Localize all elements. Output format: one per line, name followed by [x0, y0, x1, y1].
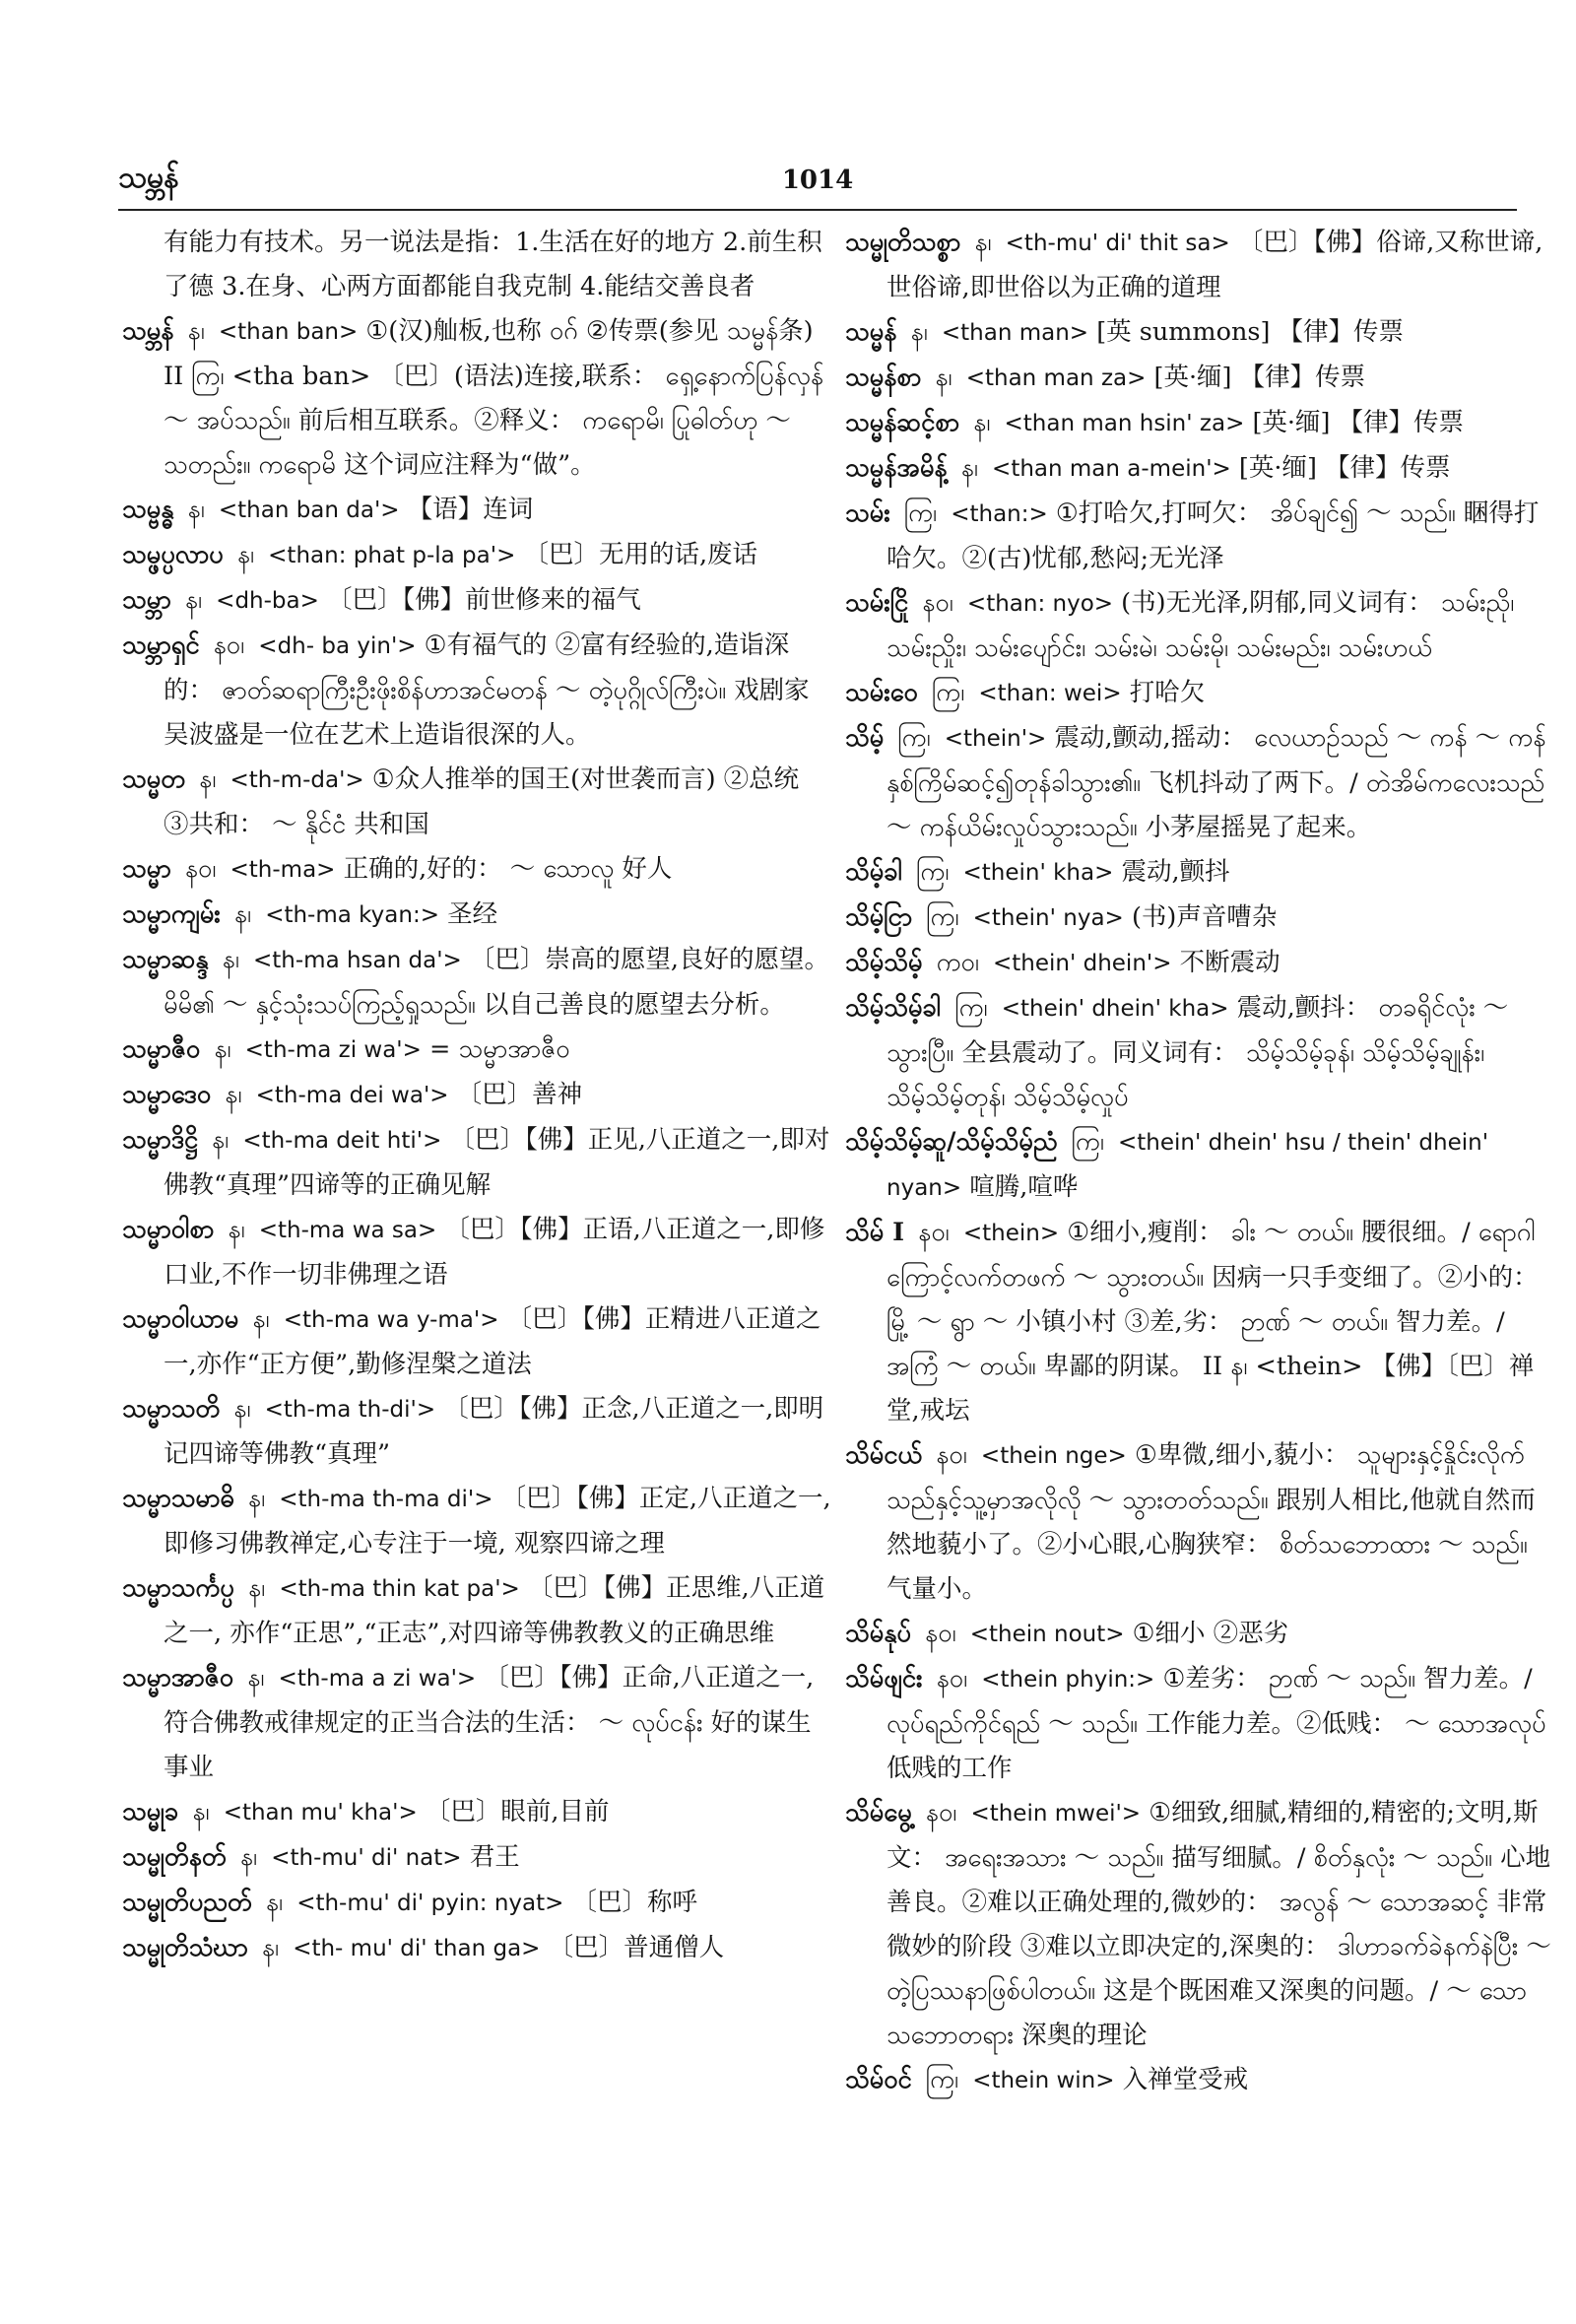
- headword: သမ်းငြို: [845, 588, 909, 618]
- pronunciation: <th-mu' di' nat>: [271, 1845, 462, 1871]
- definition: 〔巴〕【佛】俗谛,又称世谛,世俗谛,即世俗以为正确的道理: [886, 228, 1543, 302]
- dictionary-entry: [122, 847, 831, 893]
- pronunciation: <than: wei>: [978, 681, 1122, 706]
- pronunciation: <dh-ba>: [216, 588, 319, 614]
- page-number: 1014: [781, 166, 854, 195]
- definition: 打哈欠: [1129, 678, 1206, 707]
- definition: 〔巴〕【佛】前世修来的福气: [327, 585, 641, 615]
- headword: သမ္မန်ဆင့်စာ: [845, 408, 960, 437]
- headword: သိမ်ဖျင်း: [845, 1664, 923, 1693]
- pronunciation: <th-ma>: [230, 857, 336, 883]
- pronunciation: <than ban>: [218, 319, 359, 345]
- headword: သိမ့်: [845, 723, 885, 753]
- definition: 不断震动: [1179, 948, 1280, 977]
- right-column: [845, 221, 1554, 2103]
- pronunciation: <th-ma deit hti'>: [242, 1128, 442, 1154]
- part-of-speech: န၊: [199, 764, 217, 794]
- headword: သမ္မာဇီဝ: [122, 1034, 201, 1064]
- definition: [英·缅] 【律】传票: [1238, 453, 1451, 483]
- definition: [英 summons] 【律】传票: [1096, 317, 1405, 347]
- headword: သမ္မုတိသစ္စာ: [845, 228, 961, 257]
- part-of-speech: န၀၊: [936, 1664, 968, 1693]
- dictionary-entry: [122, 1073, 831, 1118]
- definition: [英·缅] 【律】传票: [1153, 363, 1366, 392]
- dictionary-entry: [845, 1612, 1554, 1657]
- pronunciation: <than man>: [941, 320, 1089, 346]
- pronunciation: <th-ma wa y-ma'>: [283, 1307, 499, 1333]
- headword: သမ္မုခ: [122, 1797, 179, 1826]
- headword: သမ္မတ: [122, 764, 186, 794]
- dictionary-entry: [122, 1566, 831, 1656]
- dictionary-entry: [845, 446, 1554, 492]
- pronunciation: <than:>: [951, 501, 1048, 527]
- dictionary-entry: [122, 1028, 831, 1073]
- part-of-speech: န၊: [247, 1484, 266, 1513]
- dictionary-entry: [122, 578, 831, 624]
- left-column: [122, 221, 831, 1971]
- headword: သိမ် I: [845, 1218, 905, 1247]
- pronunciation: <th-ma zi wa'>: [244, 1037, 422, 1063]
- definition: [英·缅] 【律】传票: [1252, 408, 1465, 437]
- definition: 〔巴〕眼前,目前: [425, 1797, 610, 1826]
- headword: သမ္မန်စာ: [845, 363, 922, 392]
- dictionary-entry: [122, 1208, 831, 1297]
- headword: သမ္ဗန္ဓ: [122, 495, 174, 524]
- dictionary-entry: [845, 581, 1554, 671]
- headword: သမ္မာဝါယာမ: [122, 1304, 239, 1334]
- pronunciation: <th- mu' di' than ga>: [293, 1936, 541, 1961]
- definition: 君王: [469, 1842, 520, 1872]
- dictionary-entry: [122, 533, 831, 578]
- part-of-speech: ကြ၊: [931, 678, 965, 707]
- headword: သိမ့်ငြာ: [845, 902, 913, 932]
- definition: 〔巴〕【佛】正精进八正道之一,亦作“正方便”,勤修涅槃之道法: [164, 1304, 821, 1379]
- part-of-speech: ကြ၊: [1071, 1127, 1104, 1157]
- definition: 〔巴〕称呼: [571, 1888, 698, 1917]
- part-of-speech: န၊: [247, 1663, 265, 1693]
- part-of-speech: ကြ၊: [903, 498, 938, 528]
- pronunciation: <th-ma thin kat pa'>: [279, 1576, 520, 1602]
- definition: 〔巴〕【佛】正见,八正道之一,即对佛教“真理”四谛等的正确见解: [164, 1125, 830, 1200]
- pronunciation: <dh- ba yin'>: [258, 633, 417, 659]
- header-rule: [118, 209, 1517, 211]
- pronunciation: <thein phyin:>: [981, 1667, 1155, 1693]
- pronunciation: <than man hsin' za>: [1004, 411, 1245, 436]
- dictionary-entry: [122, 1297, 831, 1387]
- dictionary-entry: [122, 1118, 831, 1208]
- definition: ①打哈欠,打呵欠： အိပ်ချင်၍ ～ သည်။ 睏得打哈欠。②(古)忧郁,愁闷;无光泽: [886, 498, 1540, 573]
- definition: 震动,颤抖: [1121, 857, 1230, 887]
- pronunciation: <thein nout>: [969, 1622, 1125, 1647]
- part-of-speech: န၀၊: [918, 1218, 950, 1247]
- headword: သိမ်ငယ်: [845, 1440, 923, 1470]
- pronunciation: <than mu' kha'>: [223, 1800, 418, 1826]
- pronunciation: <th-ma hsan da'>: [253, 948, 462, 973]
- part-of-speech: န၊: [187, 316, 205, 346]
- part-of-speech: န၊: [225, 1080, 242, 1109]
- definition: ①细小,瘦削： ခါး ～ တယ်။ 腰很细。/ ရောဂါကြောင့်လက်တဖက် ～ သွားတယ်။ 因病一只手变细了。②小的： မြို့ ～ ရွာ ～ 小镇小村 ③差,劣： ဉာဏ် ～ တယ်။ 智力差。/ အကြံ ～ တယ်။ 卑鄙的阴谋。 II န၊ <thein> 【佛】〔巴〕禅堂,戒坛: [886, 1218, 1539, 1426]
- definition: 【语】连词: [407, 495, 534, 524]
- headword: သမ္မုတိသံဃာ: [122, 1933, 248, 1962]
- pronunciation: <than: phat p-la pa'>: [268, 543, 516, 568]
- pronunciation: <th-ma th-di'>: [264, 1397, 436, 1423]
- definition: ①有福气的 ②富有经验的,造诣深的： ဇာတ်ဆရာကြီးဦးဖိုးစိန်ဟာအင်မတန် ～ တဲ့ပုဂ္ဂိုလ်ကြီးပဲ။ 戏剧家吴波盛是一位在艺术上造诣很深的人。: [164, 631, 810, 750]
- pronunciation: <than ban da'>: [218, 498, 400, 523]
- dictionary-entry: [122, 1790, 831, 1835]
- definition: 〔巴〕【佛】正命,八正道之一,符合佛教戒律规定的正当合法的生活： ～ လုပ်ငန်း 好的谋生事业: [164, 1663, 815, 1782]
- headword: သမ်း: [845, 498, 890, 528]
- headword: သမ္ဘန်: [122, 316, 174, 346]
- part-of-speech: န၊: [960, 453, 978, 483]
- definition: = သမ္မာအာဇီဝ: [429, 1034, 570, 1064]
- part-of-speech: န၊: [214, 1034, 231, 1064]
- dictionary-entry: [845, 1120, 1554, 1211]
- pronunciation: <thein win>: [972, 2068, 1115, 2093]
- headword: သမ္မုတိနတ်: [122, 1842, 227, 1872]
- headword: သိမ်နုပ်: [845, 1619, 911, 1648]
- dictionary-entry: [845, 492, 1554, 581]
- pronunciation: <th-ma wa sa>: [258, 1218, 437, 1243]
- definition: (书)无光泽,阴郁,同义词有： သမ်းညို၊ သမ်းညှိုး၊ သမ်းပျော်င်း၊ သမ်းမဲ၊ သမ်းမို၊ သမ်းမည်း၊ သမ်းဟယ်: [886, 588, 1515, 663]
- pronunciation: <th-ma kyan:>: [265, 902, 439, 928]
- part-of-speech: ကြ၊: [925, 2065, 959, 2094]
- part-of-speech: န၊: [247, 1573, 266, 1603]
- pronunciation: <th-m-da'>: [230, 767, 364, 793]
- definition: (书)声音嘈杂: [1131, 902, 1278, 932]
- definition: 〔巴〕【佛】正思维,八正道之一, 亦作“正思”,“正志”,对四谛等佛教教义的正确思维: [164, 1573, 825, 1648]
- part-of-speech: န၊: [228, 1215, 245, 1244]
- part-of-speech: န၀၊: [936, 1440, 967, 1470]
- headword: သမ္ဘာရှင်: [122, 631, 200, 660]
- dictionary-entry: [122, 1835, 831, 1881]
- pronunciation: <th-ma th-ma di'>: [279, 1487, 493, 1512]
- dictionary-entry: [122, 624, 831, 758]
- headword: သမ္မာဒေဝ: [122, 1080, 212, 1109]
- dictionary-entry: [845, 2058, 1554, 2103]
- headword: သမ္မုတိပညတ်: [122, 1888, 252, 1917]
- definition: 〔巴〕普通僧人: [548, 1933, 725, 1962]
- headword: သိမ်ဝင်: [845, 2065, 912, 2094]
- part-of-speech: န၊: [233, 899, 252, 929]
- pronunciation: <thein' dhein' kha>: [1001, 996, 1229, 1022]
- definition: 喧腾,喧哗: [969, 1172, 1079, 1202]
- definition: 有能力有技术。另一说法是指：1.生活在好的地方 2.前生积了德 3.在身、心两方面都能自我克制 4.能结交善良者: [164, 228, 822, 301]
- definition: ①细小 ②恶劣: [1132, 1619, 1289, 1648]
- pronunciation: <thein mwei'>: [970, 1801, 1142, 1826]
- dictionary-entry: [845, 1791, 1554, 2058]
- dictionary-entry: [122, 758, 831, 847]
- headword: သမ္ဘာ: [122, 585, 171, 615]
- headword: သမ္ဖပ္ပလာပ: [122, 540, 224, 569]
- dictionary-entry: [845, 1211, 1554, 1433]
- dictionary-entry: [845, 986, 1554, 1120]
- definition: 〔巴〕无用的话,废话: [523, 540, 758, 569]
- dictionary-entry: [122, 1656, 831, 1790]
- headword: သိမ့်ခါ: [845, 857, 902, 887]
- definition: ①细致,细腻,精细的,精密的;文明,斯文： အရေးအသား ～ သည်။ 描写细腻。/ စိတ်နှလုံး ～ သည်။ 心地善良。②难以正确处理的,微妙的： အလွန် ～ သောအဆင့် 非常微妙的阶段 ③难以立即决定的,深奥的： ဒါဟာခက်ခဲနက်နဲပြီး ～ တဲ့ပြဿနာဖြစ်ပါတယ်။ 这是个既困难又深奥的问题。/ ～ သောသဘောတရား 深奥的理论: [886, 1798, 1551, 2050]
- definition: 震动,颤动,摇动： လေယာဉ်သည် ～ ကန် ～ ကန်နှစ်ကြိမ်ဆင့်၍တုန်ခါသွား၏။ 飞机抖动了两下。/ တဲအိမ်ကလေးသည် ～ ကန်ယိမ်းလှုပ်သွားသည်။ 小茅屋摇晃了起来。: [886, 723, 1546, 842]
- dictionary-entry: [845, 310, 1554, 356]
- dictionary-entry: [122, 309, 831, 488]
- pronunciation: <thein'>: [944, 726, 1047, 752]
- dictionary-entry: [845, 896, 1554, 941]
- part-of-speech: ကြ၊: [926, 902, 959, 932]
- part-of-speech: န၊: [973, 408, 991, 437]
- dictionary-entry: [845, 1433, 1554, 1612]
- definition: 〔巴〕【佛】正定,八正道之一,即修习佛教禅定,心专注于一境, 观察四谛之理: [164, 1484, 831, 1559]
- part-of-speech: န၊: [192, 1797, 210, 1826]
- definition: ①差劣： ဉာဏ် ～ သည်။ 智力差。/ လုပ်ရည်ကိုင်ရည် ～ သည်။ 工作能力差。②低贱： ～ သောအလုပ် 低贱的工作: [886, 1664, 1546, 1783]
- part-of-speech: န၊: [974, 228, 992, 257]
- part-of-speech: ကဝ၊: [936, 948, 979, 977]
- headword: သိမ်မွေ့: [845, 1798, 912, 1827]
- dictionary-entry: [845, 671, 1554, 716]
- part-of-speech: န၀၊: [184, 854, 217, 884]
- dictionary-entry: [845, 221, 1554, 310]
- dictionary-entry: [122, 1387, 831, 1477]
- headword: သမ္မာသတိ: [122, 1394, 221, 1424]
- dictionary-entry: [122, 1477, 831, 1566]
- dictionary-entry: [845, 850, 1554, 896]
- pronunciation: <than: nyo>: [966, 591, 1114, 617]
- headword: သိမ့်သိမ့်ခါ: [845, 993, 942, 1023]
- dictionary-entry: [122, 1926, 831, 1971]
- pronunciation: <thein' nya>: [972, 905, 1124, 931]
- pronunciation: <th-ma dei wa'>: [255, 1083, 449, 1108]
- dictionary-entry: [122, 221, 831, 309]
- pronunciation: <th-mu' di' pyin: nyat>: [296, 1891, 564, 1916]
- part-of-speech: န၊: [211, 1125, 230, 1155]
- part-of-speech: န၊: [187, 495, 205, 524]
- pronunciation: <thein' kha>: [962, 860, 1114, 886]
- dictionary-entry: [845, 401, 1554, 446]
- pronunciation: <thein' dhein'>: [992, 951, 1172, 976]
- part-of-speech: န၊: [935, 363, 952, 392]
- definition: 〔巴〕【佛】正语,八正道之一,即修口业,不作一切非佛理之语: [164, 1215, 825, 1290]
- headword: သမ္မာ: [122, 854, 171, 884]
- dictionary-entry: [122, 893, 831, 938]
- headword: သမ္မာအာဇီဝ: [122, 1663, 234, 1693]
- definition: ①卑微,细小,藐小： သူများနှင့်နှိုင်းလိုက်သည်နှင့်သူ့မှာအလိုလို ～ သွားတတ်သည်။ 跟别人相比,他就自然而然地藐小了。②小心眼,心胸狭窄： စိတ်သဘောထား ～ သည်။ 气量小。: [886, 1440, 1536, 1604]
- definition: 入禅堂受戒: [1122, 2065, 1249, 2094]
- guide-word: သမ္ဘန်: [118, 161, 179, 195]
- part-of-speech: န၀၊: [925, 1619, 956, 1648]
- part-of-speech: န၊: [236, 540, 255, 569]
- pronunciation: <thein>: [962, 1221, 1060, 1246]
- headword: သမ္မာကျမ်း: [122, 899, 221, 929]
- part-of-speech: န၊: [239, 1842, 258, 1872]
- part-of-speech: န၊: [252, 1304, 270, 1334]
- headword: သမ္မာသမာဓိ: [122, 1484, 234, 1513]
- definition: 圣经: [447, 899, 498, 929]
- headword: သိမ့်သိမ့်ဆူ/သိမ့်သိမ့်ညံ: [845, 1127, 1058, 1157]
- part-of-speech: န၊: [233, 1394, 251, 1424]
- pronunciation: <thein nge>: [980, 1443, 1127, 1469]
- part-of-speech: န၀၊: [925, 1798, 957, 1827]
- definition: 〔巴〕崇高的愿望,良好的愿望。 မိမိ၏ ～ နှင့်သုံးသပ်ကြည့်ရှုသည်။ 以自己善良的愿望去分析。: [164, 945, 830, 1020]
- headword: သမ္မန်: [845, 317, 897, 347]
- pronunciation: <th-mu' di' thit sa>: [1005, 231, 1230, 256]
- pronunciation: <than man a-mein'>: [992, 456, 1231, 482]
- headword: သမ်းဝေ: [845, 678, 918, 707]
- dictionary-entry: [845, 716, 1554, 850]
- definition: 正确的,好的： ～ သောလူ 好人: [343, 854, 673, 884]
- dictionary-entry: [122, 938, 831, 1028]
- pronunciation: <thein' dhein' hsu / thein' dhein' nyan>: [886, 1130, 1489, 1201]
- definition: 震动,颤抖： တခရိုင်လုံး ～ သွားပြီ။ 全县震动了。同义词有： သိမ့်သိမ့်ခုန်၊ သိမ့်သိမ့်ချုန်း၊ သိမ့်သိမ့်တုန်၊ သိမ့်သိမ့်လှုပ်: [886, 993, 1509, 1112]
- part-of-speech: ကြ၊: [897, 723, 931, 753]
- dictionary-entry: [845, 941, 1554, 986]
- part-of-speech: န၊: [265, 1888, 284, 1917]
- page-header: [118, 148, 1517, 211]
- pronunciation: <than man za>: [965, 365, 1147, 391]
- headword: သိမ့်သိမ့်: [845, 948, 923, 977]
- dictionary-entry: [845, 1657, 1554, 1791]
- definition: ①众人推举的国王(对世袭而言) ②总统 ③共和： ～ နိုင်ငံ 共和国: [164, 764, 800, 839]
- dictionary-entry: [122, 488, 831, 533]
- headword: သမ္မာဒိဋ္ဌိ: [122, 1125, 198, 1155]
- headword: သမ္မန်အမိန့်: [845, 453, 948, 483]
- headword: သမ္မာဆန္ဒ: [122, 945, 209, 974]
- part-of-speech: န၀၊: [213, 631, 245, 660]
- dictionary-entry: [122, 1881, 831, 1926]
- definition: 〔巴〕善神: [456, 1080, 583, 1109]
- part-of-speech: န၊: [261, 1933, 280, 1962]
- definition: ①(汉)舢板,也称 ဝဂ် ②传票(参见 သမ္မန်条) II ကြ၊ <tha ban> 〔巴〕(语法)连接,联系： ရှေ့နောက်ပြန်လှန် ～ အပ်သည်။ 前后相互联系。②释义： ကရောမိ၊ ပြုဓါတ်ဟု ～ သတည်း။ ကရောမိ 这个词应注释为“做”。: [164, 316, 824, 480]
- part-of-speech: န၊: [184, 585, 203, 615]
- headword: သမ္မာသင်္ကပ္ပ: [122, 1573, 234, 1603]
- part-of-speech: ကြ၊: [916, 857, 950, 887]
- part-of-speech: န၊: [910, 317, 928, 347]
- pronunciation: <th-ma a zi wa'>: [278, 1666, 477, 1692]
- headword: သမ္မာဝါစာ: [122, 1215, 215, 1244]
- definition: 〔巴〕【佛】正念,八正道之一,即明记四谛等佛教“真理”: [164, 1394, 824, 1469]
- part-of-speech: န၀၊: [922, 588, 953, 618]
- dictionary-entry: [845, 356, 1554, 401]
- part-of-speech: ကြ၊: [954, 993, 988, 1023]
- part-of-speech: န၊: [222, 945, 239, 974]
